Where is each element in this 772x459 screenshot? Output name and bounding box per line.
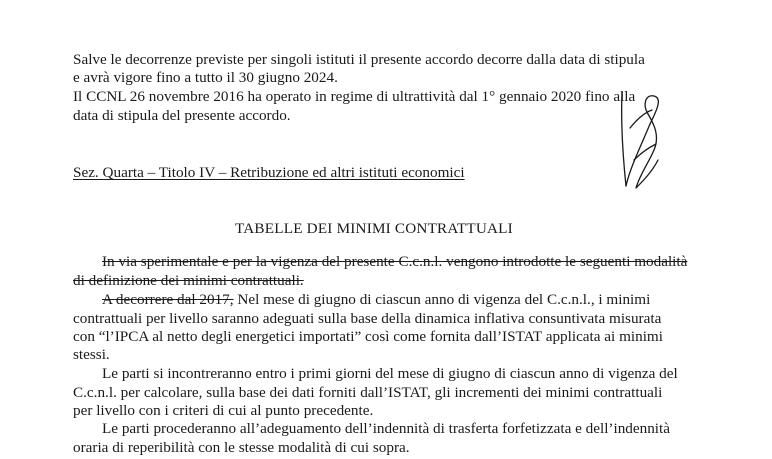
- table-title: TABELLE DEI MINIMI CONTRATTUALI: [235, 220, 513, 237]
- para1-line: stessi.: [73, 346, 110, 363]
- para1-first-line: [102, 291, 650, 309]
- intro-text-line: Il CCNL 26 novembre 2016 ha operato in regime di ultrattività dal 1° gennaio 2020 fino alla: [73, 88, 636, 105]
- para2-line: Le parti si incontreranno entro i primi giorni del mese di giugno di ciascun anno di vigenza del: [102, 365, 678, 382]
- para1-line: contrattuali per livello saranno adeguati sulla base della dinamica inflativa consuntivata misurata: [73, 310, 662, 327]
- para1-line: con “l’IPCA al netto degli energetici importati” così come fornita dall’ISTAT applicata ai minimi: [73, 328, 663, 345]
- struck-prefix: A decorrere dal 2017,: [102, 291, 234, 308]
- section-heading: Sez. Quarta – Titolo IV – Retribuzione ed altri istituti economici: [73, 164, 465, 181]
- struck-text-line: di definizione dei minimi contrattuali.: [73, 272, 304, 289]
- para3-line: Le parti procederanno all’adeguamento dell’indennità di trasferta forfetizzata e dell’indennità: [102, 420, 670, 437]
- para2-line: per livello con i criteri di cui al punto precedente.: [73, 402, 374, 419]
- intro-text-line: e avrà vigore fino a tutto il 30 giugno 2024.: [73, 69, 338, 86]
- para1-line-rest: Nel mese di giugno di ciascun anno di vigenza del C.c.n.l., i minimi: [233, 291, 651, 308]
- intro-text-line: data di stipula del presente accordo.: [73, 107, 291, 124]
- para2-line: C.c.n.l. per calcolare, sulla base dei dati forniti dall’ISTAT, gli incrementi dei minimi contrattuali: [73, 384, 663, 401]
- signature-mark: [612, 88, 672, 196]
- intro-text-line: Salve le decorrenze previste per singoli istituti il presente accordo decorre dalla data di stipula: [73, 51, 645, 68]
- struck-text-line: In via sperimentale e per la vigenza del presente C.c.n.l. vengono introdotte le seguenti modalità: [102, 253, 688, 270]
- para3-line: oraria di reperibilità con le stesse modalità di cui sopra.: [73, 439, 410, 456]
